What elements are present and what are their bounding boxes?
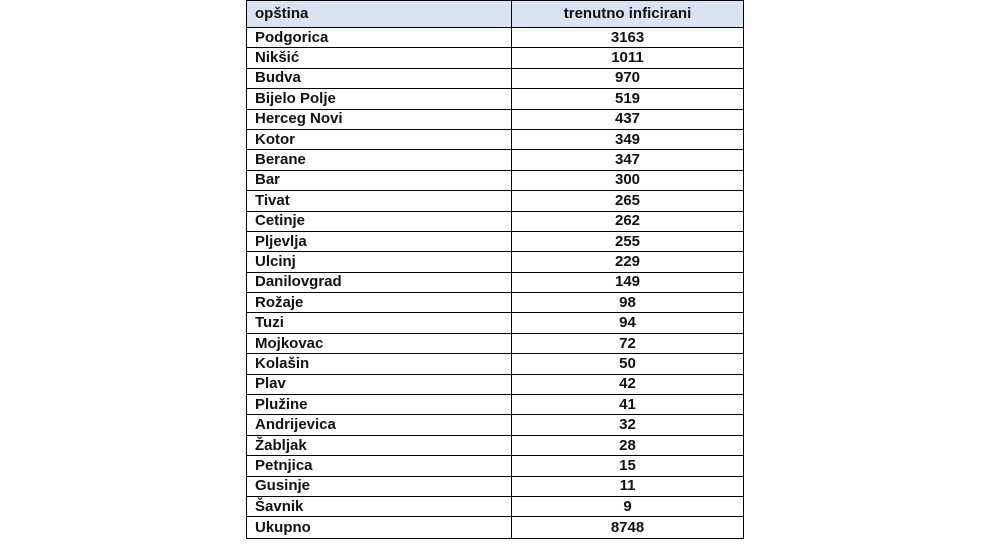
table-row (247, 476, 744, 496)
infected-count-cell: 11 (512, 476, 744, 496)
infected-count-cell: 32 (512, 415, 744, 435)
table-row (247, 68, 744, 88)
municipality-cell: Plav (247, 374, 512, 394)
infected-count-cell: 265 (512, 191, 744, 211)
column-header-municipality: opština (247, 1, 512, 28)
municipality-cell: Ulcinj (247, 252, 512, 272)
infected-count-cell: 98 (512, 293, 744, 313)
municipality-cell: Podgorica (247, 28, 512, 48)
municipality-cell: Budva (247, 68, 512, 88)
municipality-cell: Tuzi (247, 313, 512, 333)
table-row (247, 28, 744, 48)
table-row (247, 456, 744, 476)
infected-count-cell: 970 (512, 68, 744, 88)
municipality-cell: Danilovgrad (247, 272, 512, 292)
table-row (247, 395, 744, 415)
municipality-cell: Kolašin (247, 354, 512, 374)
table-row (247, 48, 744, 68)
infected-count-cell: 300 (512, 170, 744, 190)
infected-count-cell: 15 (512, 456, 744, 476)
table-row (247, 374, 744, 394)
table-body (247, 28, 744, 517)
infected-count-cell: 42 (512, 374, 744, 394)
table-header-row (247, 1, 744, 28)
infected-count-cell: 3163 (512, 28, 744, 48)
infected-count-cell: 94 (512, 313, 744, 333)
total-label: Ukupno (247, 517, 512, 539)
infections-table-container (246, 0, 743, 539)
table-row (247, 435, 744, 455)
infected-count-cell: 41 (512, 395, 744, 415)
municipality-cell: Žabljak (247, 435, 512, 455)
table-row (247, 333, 744, 353)
infected-count-cell: 1011 (512, 48, 744, 68)
infected-count-cell: 347 (512, 150, 744, 170)
municipality-cell: Cetinje (247, 211, 512, 231)
infected-count-cell: 349 (512, 129, 744, 149)
table-row (247, 89, 744, 109)
infected-count-cell: 229 (512, 252, 744, 272)
infected-count-cell: 437 (512, 109, 744, 129)
municipality-cell: Mojkovac (247, 333, 512, 353)
table-row (247, 191, 744, 211)
table-row (247, 170, 744, 190)
table-row (247, 109, 744, 129)
table-row (247, 415, 744, 435)
municipality-cell: Bar (247, 170, 512, 190)
table-row (247, 272, 744, 292)
municipality-cell: Berane (247, 150, 512, 170)
table-row (247, 313, 744, 333)
table-row (247, 293, 744, 313)
municipality-cell: Petnjica (247, 456, 512, 476)
table-row (247, 211, 744, 231)
municipality-cell: Nikšić (247, 48, 512, 68)
infected-count-cell: 50 (512, 354, 744, 374)
table-row (247, 150, 744, 170)
table-row (247, 129, 744, 149)
municipality-cell: Šavnik (247, 496, 512, 516)
municipality-cell: Plužine (247, 395, 512, 415)
infected-count-cell: 28 (512, 435, 744, 455)
municipality-cell: Tivat (247, 191, 512, 211)
column-header-infected: trenutno inficirani (512, 1, 744, 28)
infected-count-cell: 9 (512, 496, 744, 516)
municipality-cell: Bijelo Polje (247, 89, 512, 109)
municipality-cell: Kotor (247, 129, 512, 149)
infected-count-cell: 519 (512, 89, 744, 109)
infected-count-cell: 255 (512, 231, 744, 251)
table-row (247, 231, 744, 251)
municipality-cell: Rožaje (247, 293, 512, 313)
municipality-cell: Andrijevica (247, 415, 512, 435)
municipality-cell: Pljevlja (247, 231, 512, 251)
table-row (247, 354, 744, 374)
infections-table (246, 0, 744, 539)
infected-count-cell: 149 (512, 272, 744, 292)
infected-count-cell: 72 (512, 333, 744, 353)
municipality-cell: Gusinje (247, 476, 512, 496)
total-value: 8748 (512, 517, 744, 539)
infected-count-cell: 262 (512, 211, 744, 231)
municipality-cell: Herceg Novi (247, 109, 512, 129)
table-row (247, 252, 744, 272)
table-row (247, 496, 744, 516)
total-row (247, 517, 744, 539)
